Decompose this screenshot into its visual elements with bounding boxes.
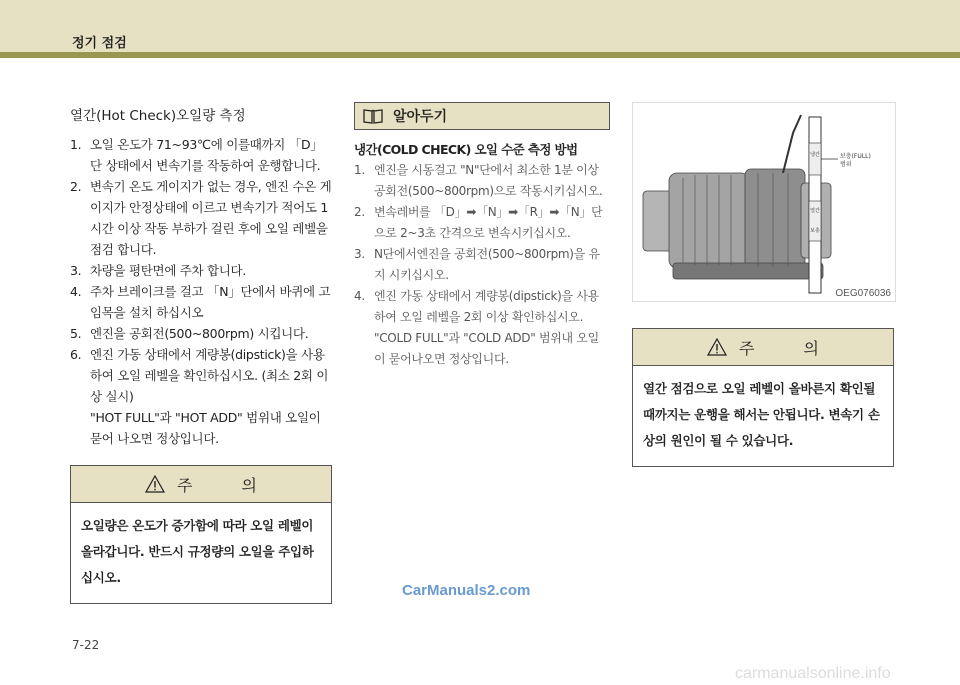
caution-box — [70, 465, 332, 604]
note-subtitle: 냉간(COLD CHECK) 오일 수준 측정 방법 — [354, 142, 578, 157]
book-icon — [363, 108, 383, 124]
list-item: 2. 변속레버를 「D」➡「N」➡「R」➡「N」단으로 2~3초 간격으로 변속시키십시오. — [354, 205, 603, 240]
site-watermark: carmanualsonline.info — [735, 665, 891, 682]
cold-check-steps — [354, 160, 610, 370]
caution-header — [71, 466, 331, 503]
caution-text: 오일량은 온도가 증가함에 따라 오일 레벨이 올라갑니다. 반드시 규정량의 오일을 주입하십시오. — [81, 518, 314, 585]
note-column — [354, 102, 610, 370]
hot-check-steps — [70, 134, 332, 407]
section-header-title: 정기 점검 — [72, 36, 127, 51]
hot-check-column — [70, 104, 332, 604]
list-item: 1. 오일 온도가 71~93℃에 이를때까지 「D」단 상태에서 변속기를 작동하여 운행합니다. — [70, 137, 323, 173]
transmission-figure — [632, 102, 896, 302]
watermark-link[interactable]: CarManuals2.com — [402, 582, 531, 599]
list-item: 3. 차량을 평탄면에 주차 합니다. — [70, 263, 246, 278]
page-number: 7-22 — [72, 638, 100, 652]
note-header — [354, 102, 610, 130]
caution-box — [632, 328, 894, 467]
header-rule — [0, 52, 960, 58]
hot-check-extra: "HOT FULL"과 "HOT ADD" 범위내 오일이 묻어 나오면 정상입니다. — [90, 410, 321, 446]
dipstick-label-top: 냉간 — [810, 152, 820, 158]
caution-header — [633, 329, 893, 366]
full-range-label: 보충(FULL) 범위 — [840, 153, 871, 168]
warning-icon — [707, 338, 727, 356]
hot-check-title: 열간(Hot Check)오일량 측정 — [70, 108, 246, 124]
caution-text: 열간 점검으로 오일 레벨이 올바른지 확인될 때까지는 운행을 해서는 안됩니다. 변속기 손상의 원인이 될 수 있습니다. — [643, 381, 880, 448]
dipstick-label-low: 보충 — [810, 228, 820, 234]
dipstick-label-mid: 열간 — [810, 208, 820, 214]
list-item: 4. 엔진 가동 상태에서 계량봉(dipstick)을 사용하여 오일 레벨을 2회 이상 확인하십시오. "COLD FULL"과 "COLD ADD" 범위내 오일이 묻어나오면 정상입니다. — [354, 289, 599, 366]
caution-label: 주 의 — [739, 338, 841, 358]
list-item: 3. N단에서엔진을 공회전(500~800rpm)을 유지 시키십시오. — [354, 247, 600, 282]
list-item: 4. 주차 브레이크를 걸고 「N」단에서 바퀴에 고임목을 설치 하십시오 — [70, 284, 331, 320]
list-item: 2. 변속기 온도 게이지가 없는 경우, 엔진 수온 게이지가 안정상태에 이르고 변속기가 적어도 1시간 이상 작동 부하가 걸린 후에 오일 레벨을 점검 합니다. — [70, 179, 332, 257]
list-item: 5. 엔진을 공회전(500~800rpm) 시킵니다. — [70, 326, 309, 341]
transmission-illustration — [633, 103, 895, 301]
warning-icon — [145, 475, 165, 493]
header-band — [0, 0, 960, 52]
list-item: 1. 엔진을 시동걸고 "N"단에서 최소한 1분 이상 공회전(500~800rpm)으로 작동시키십시오. — [354, 163, 603, 198]
figure-column — [632, 102, 894, 467]
list-item: 6. 엔진 가동 상태에서 계량봉(dipstick)을 사용하여 오일 레벨을 확인하십시오. (최소 2회 이상 실시) — [70, 347, 329, 404]
caution-label: 주 의 — [177, 475, 279, 495]
note-title: 알아두기 — [393, 109, 448, 125]
figure-code: OEG076036 — [835, 288, 891, 299]
